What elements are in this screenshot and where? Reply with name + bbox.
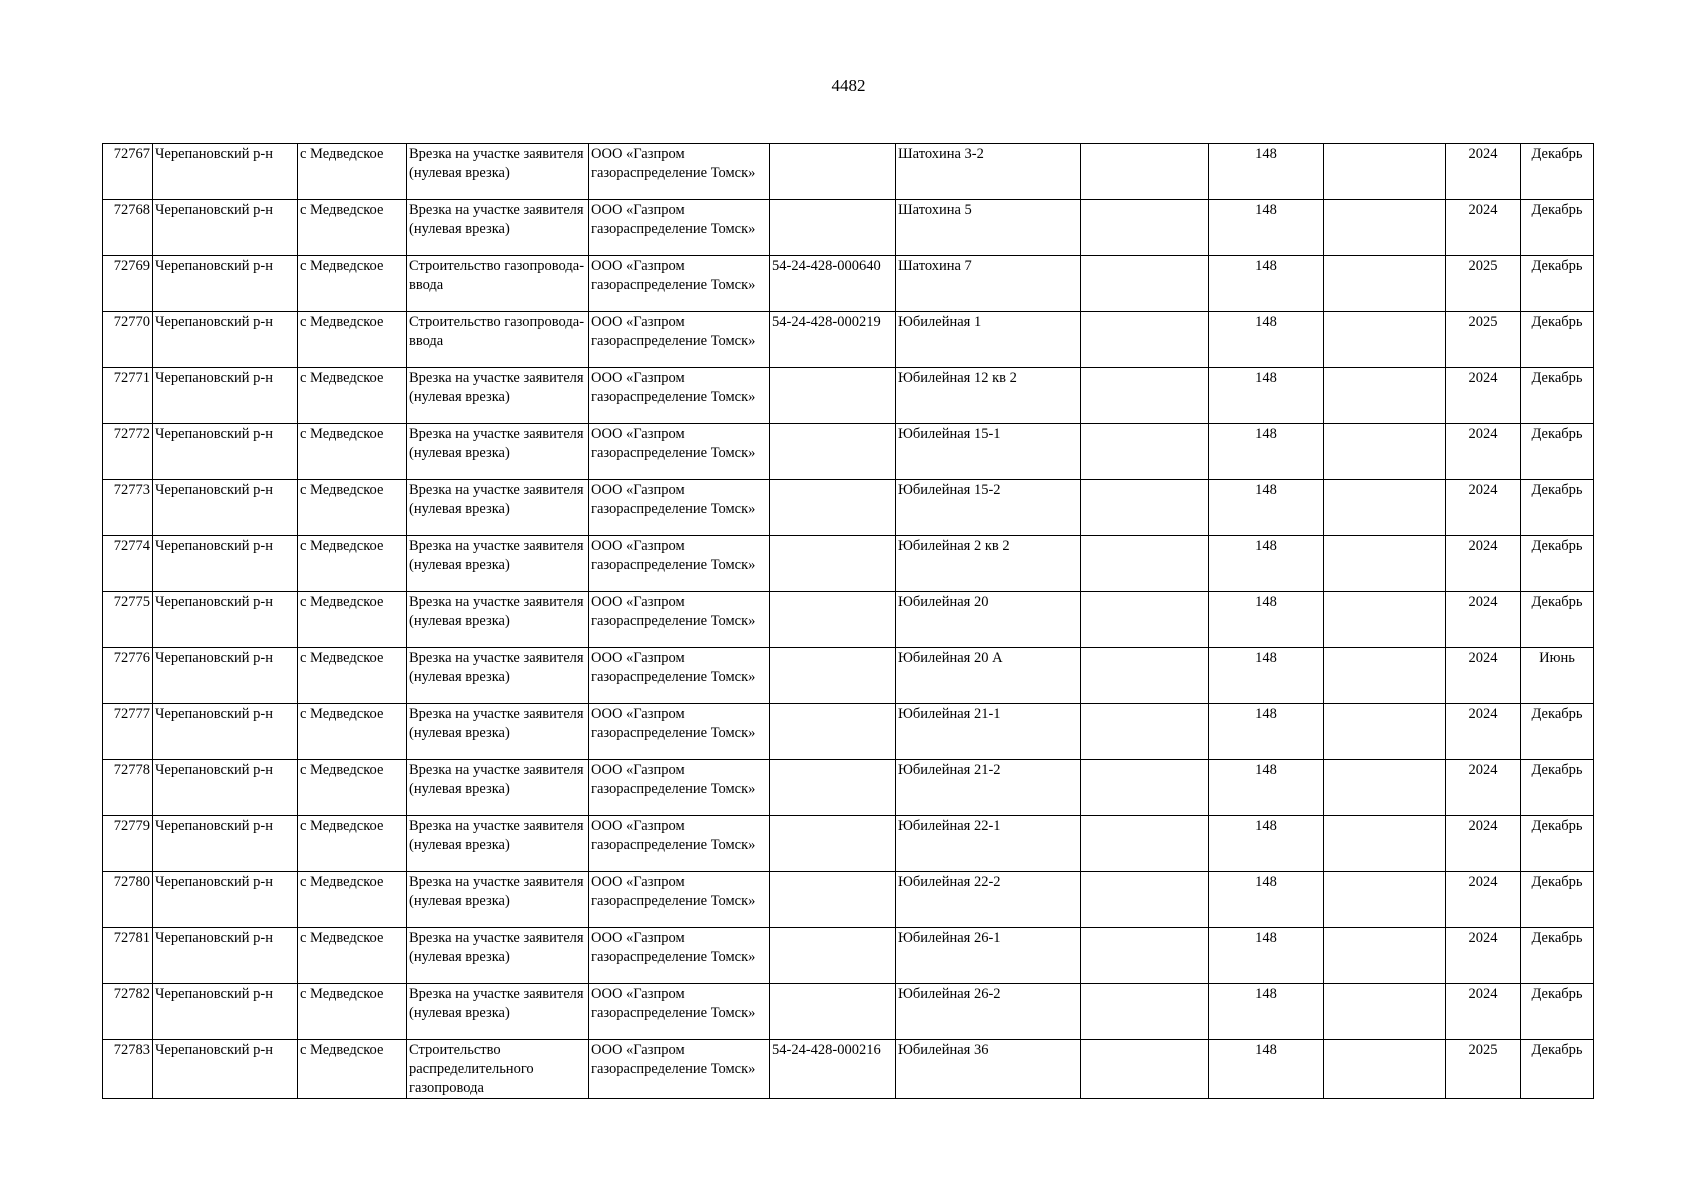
address-cell: Юбилейная 12 кв 2: [896, 368, 1081, 424]
organization-cell: ООО «Газпром газораспределение Томск»: [589, 816, 770, 872]
organization-cell: ООО «Газпром газораспределение Томск»: [589, 928, 770, 984]
work-type-cell: Строительство газопровода-ввода: [407, 256, 589, 312]
district-cell: Черепановский р-н: [153, 704, 298, 760]
table-row: [103, 928, 1594, 984]
empty-cell: [1324, 536, 1446, 592]
district-cell: Черепановский р-н: [153, 256, 298, 312]
page-number: 4482: [831, 76, 866, 95]
district-cell: Черепановский р-н: [153, 872, 298, 928]
table-row: [103, 312, 1594, 368]
work-type-cell: Врезка на участке заявителя (нулевая врезка): [407, 704, 589, 760]
work-type-cell: Строительство газопровода-ввода: [407, 312, 589, 368]
month-cell: Декабрь: [1521, 872, 1594, 928]
table-row: [103, 872, 1594, 928]
work-type-cell: Врезка на участке заявителя (нулевая врезка): [407, 424, 589, 480]
district-cell: Черепановский р-н: [153, 984, 298, 1040]
empty-cell: [1081, 928, 1209, 984]
settlement-cell: с Медведское: [298, 928, 407, 984]
row-id: 72773: [103, 480, 153, 536]
organization-cell: ООО «Газпром газораспределение Томск»: [589, 424, 770, 480]
district-cell: Черепановский р-н: [153, 368, 298, 424]
empty-cell: [1081, 760, 1209, 816]
year-cell: 2024: [1446, 200, 1521, 256]
month-cell: Декабрь: [1521, 704, 1594, 760]
work-type-cell: Врезка на участке заявителя (нулевая врезка): [407, 144, 589, 200]
table-row: [103, 592, 1594, 648]
address-cell: Юбилейная 15-2: [896, 480, 1081, 536]
count-cell: 148: [1209, 536, 1324, 592]
empty-cell: [1081, 1040, 1209, 1099]
count-cell: 148: [1209, 704, 1324, 760]
empty-cell: [1081, 200, 1209, 256]
empty-cell: [1081, 368, 1209, 424]
month-cell: Декабрь: [1521, 424, 1594, 480]
district-cell: Черепановский р-н: [153, 144, 298, 200]
year-cell: 2025: [1446, 1040, 1521, 1099]
row-id: 72772: [103, 424, 153, 480]
empty-cell: [1081, 984, 1209, 1040]
row-id: 72771: [103, 368, 153, 424]
settlement-cell: с Медведское: [298, 648, 407, 704]
count-cell: 148: [1209, 984, 1324, 1040]
empty-cell: [1081, 144, 1209, 200]
empty-cell: [1324, 1040, 1446, 1099]
work-type-cell: Врезка на участке заявителя (нулевая врезка): [407, 816, 589, 872]
work-type-cell: Врезка на участке заявителя (нулевая врезка): [407, 872, 589, 928]
empty-cell: [1324, 816, 1446, 872]
work-type-cell: Врезка на участке заявителя (нулевая врезка): [407, 592, 589, 648]
count-cell: 148: [1209, 760, 1324, 816]
count-cell: 148: [1209, 424, 1324, 480]
address-cell: Юбилейная 26-2: [896, 984, 1081, 1040]
settlement-cell: с Медведское: [298, 872, 407, 928]
empty-cell: [1324, 928, 1446, 984]
district-cell: Черепановский р-н: [153, 592, 298, 648]
address-cell: Шатохина 3-2: [896, 144, 1081, 200]
district-cell: Черепановский р-н: [153, 480, 298, 536]
settlement-cell: с Медведское: [298, 592, 407, 648]
year-cell: 2024: [1446, 704, 1521, 760]
organization-cell: ООО «Газпром газораспределение Томск»: [589, 312, 770, 368]
month-cell: Декабрь: [1521, 760, 1594, 816]
table-row: [103, 536, 1594, 592]
empty-cell: [1081, 424, 1209, 480]
work-type-cell: Врезка на участке заявителя (нулевая врезка): [407, 984, 589, 1040]
organization-cell: ООО «Газпром газораспределение Томск»: [589, 536, 770, 592]
year-cell: 2024: [1446, 648, 1521, 704]
month-cell: Декабрь: [1521, 368, 1594, 424]
row-id: 72780: [103, 872, 153, 928]
district-cell: Черепановский р-н: [153, 536, 298, 592]
month-cell: Декабрь: [1521, 256, 1594, 312]
district-cell: Черепановский р-н: [153, 928, 298, 984]
settlement-cell: с Медведское: [298, 816, 407, 872]
settlement-cell: с Медведское: [298, 704, 407, 760]
table-row: [103, 424, 1594, 480]
table-row: [103, 760, 1594, 816]
empty-cell: [1324, 872, 1446, 928]
empty-cell: [1081, 256, 1209, 312]
row-id: 72767: [103, 144, 153, 200]
year-cell: 2024: [1446, 760, 1521, 816]
empty-cell: [1324, 760, 1446, 816]
cadastral-number-cell: [770, 592, 896, 648]
row-id: 72777: [103, 704, 153, 760]
year-cell: 2024: [1446, 536, 1521, 592]
year-cell: 2024: [1446, 424, 1521, 480]
organization-cell: ООО «Газпром газораспределение Томск»: [589, 480, 770, 536]
count-cell: 148: [1209, 1040, 1324, 1099]
settlement-cell: с Медведское: [298, 424, 407, 480]
year-cell: 2024: [1446, 872, 1521, 928]
address-cell: Юбилейная 22-2: [896, 872, 1081, 928]
month-cell: Декабрь: [1521, 144, 1594, 200]
address-cell: Юбилейная 22-1: [896, 816, 1081, 872]
table-row: [103, 984, 1594, 1040]
table-row: [103, 816, 1594, 872]
district-cell: Черепановский р-н: [153, 200, 298, 256]
empty-cell: [1324, 648, 1446, 704]
table-row: [103, 1040, 1594, 1099]
empty-cell: [1081, 480, 1209, 536]
row-id: 72774: [103, 536, 153, 592]
month-cell: Декабрь: [1521, 928, 1594, 984]
cadastral-number-cell: 54-24-428-000219: [770, 312, 896, 368]
work-type-cell: Врезка на участке заявителя (нулевая врезка): [407, 648, 589, 704]
organization-cell: ООО «Газпром газораспределение Томск»: [589, 592, 770, 648]
organization-cell: ООО «Газпром газораспределение Томск»: [589, 1040, 770, 1099]
empty-cell: [1324, 592, 1446, 648]
empty-cell: [1324, 704, 1446, 760]
work-type-cell: Строительство распределительного газопровода: [407, 1040, 589, 1099]
row-id: 72768: [103, 200, 153, 256]
address-cell: Юбилейная 20 А: [896, 648, 1081, 704]
address-cell: Юбилейная 15-1: [896, 424, 1081, 480]
cadastral-number-cell: 54-24-428-000216: [770, 1040, 896, 1099]
organization-cell: ООО «Газпром газораспределение Томск»: [589, 368, 770, 424]
empty-cell: [1324, 256, 1446, 312]
row-id: 72781: [103, 928, 153, 984]
address-cell: Юбилейная 26-1: [896, 928, 1081, 984]
work-type-cell: Врезка на участке заявителя (нулевая врезка): [407, 760, 589, 816]
year-cell: 2024: [1446, 816, 1521, 872]
organization-cell: ООО «Газпром газораспределение Томск»: [589, 144, 770, 200]
count-cell: 148: [1209, 256, 1324, 312]
count-cell: 148: [1209, 872, 1324, 928]
month-cell: Декабрь: [1521, 312, 1594, 368]
year-cell: 2024: [1446, 984, 1521, 1040]
count-cell: 148: [1209, 480, 1324, 536]
empty-cell: [1324, 312, 1446, 368]
month-cell: Июнь: [1521, 648, 1594, 704]
table-row: [103, 368, 1594, 424]
district-cell: Черепановский р-н: [153, 816, 298, 872]
address-cell: Юбилейная 1: [896, 312, 1081, 368]
district-cell: Черепановский р-н: [153, 424, 298, 480]
work-type-cell: Врезка на участке заявителя (нулевая врезка): [407, 480, 589, 536]
empty-cell: [1081, 312, 1209, 368]
table-row: [103, 256, 1594, 312]
cadastral-number-cell: [770, 368, 896, 424]
row-id: 72779: [103, 816, 153, 872]
work-type-cell: Врезка на участке заявителя (нулевая врезка): [407, 928, 589, 984]
row-id: 72783: [103, 1040, 153, 1099]
cadastral-number-cell: [770, 872, 896, 928]
month-cell: Декабрь: [1521, 200, 1594, 256]
cadastral-number-cell: [770, 928, 896, 984]
month-cell: Декабрь: [1521, 480, 1594, 536]
settlement-cell: с Медведское: [298, 200, 407, 256]
count-cell: 148: [1209, 648, 1324, 704]
organization-cell: ООО «Газпром газораспределение Томск»: [589, 760, 770, 816]
empty-cell: [1324, 424, 1446, 480]
work-type-cell: Врезка на участке заявителя (нулевая врезка): [407, 368, 589, 424]
settlement-cell: с Медведское: [298, 256, 407, 312]
year-cell: 2024: [1446, 928, 1521, 984]
cadastral-number-cell: 54-24-428-000640: [770, 256, 896, 312]
count-cell: 148: [1209, 144, 1324, 200]
district-cell: Черепановский р-н: [153, 760, 298, 816]
empty-cell: [1081, 592, 1209, 648]
row-id: 72775: [103, 592, 153, 648]
address-cell: Юбилейная 21-2: [896, 760, 1081, 816]
empty-cell: [1324, 480, 1446, 536]
work-type-cell: Врезка на участке заявителя (нулевая врезка): [407, 536, 589, 592]
month-cell: Декабрь: [1521, 592, 1594, 648]
settlement-cell: с Медведское: [298, 312, 407, 368]
year-cell: 2025: [1446, 312, 1521, 368]
count-cell: 148: [1209, 312, 1324, 368]
empty-cell: [1324, 368, 1446, 424]
month-cell: Декабрь: [1521, 984, 1594, 1040]
month-cell: Декабрь: [1521, 816, 1594, 872]
address-cell: Юбилейная 21-1: [896, 704, 1081, 760]
work-type-cell: Врезка на участке заявителя (нулевая врезка): [407, 200, 589, 256]
cadastral-number-cell: [770, 200, 896, 256]
row-id: 72770: [103, 312, 153, 368]
cadastral-number-cell: [770, 144, 896, 200]
settlement-cell: с Медведское: [298, 1040, 407, 1099]
cadastral-number-cell: [770, 984, 896, 1040]
year-cell: 2025: [1446, 256, 1521, 312]
table-row: [103, 480, 1594, 536]
address-cell: Шатохина 5: [896, 200, 1081, 256]
cadastral-number-cell: [770, 704, 896, 760]
count-cell: 148: [1209, 928, 1324, 984]
count-cell: 148: [1209, 592, 1324, 648]
count-cell: 148: [1209, 200, 1324, 256]
table-body: [103, 144, 1594, 1099]
settlement-cell: с Медведское: [298, 760, 407, 816]
address-cell: Юбилейная 20: [896, 592, 1081, 648]
cadastral-number-cell: [770, 480, 896, 536]
cadastral-number-cell: [770, 424, 896, 480]
cadastral-number-cell: [770, 536, 896, 592]
organization-cell: ООО «Газпром газораспределение Томск»: [589, 200, 770, 256]
row-id: 72769: [103, 256, 153, 312]
settlement-cell: с Медведское: [298, 480, 407, 536]
settlement-cell: с Медведское: [298, 984, 407, 1040]
organization-cell: ООО «Газпром газораспределение Томск»: [589, 256, 770, 312]
empty-cell: [1081, 648, 1209, 704]
empty-cell: [1324, 144, 1446, 200]
address-cell: Юбилейная 2 кв 2: [896, 536, 1081, 592]
organization-cell: ООО «Газпром газораспределение Томск»: [589, 648, 770, 704]
year-cell: 2024: [1446, 144, 1521, 200]
settlement-cell: с Медведское: [298, 368, 407, 424]
year-cell: 2024: [1446, 592, 1521, 648]
organization-cell: ООО «Газпром газораспределение Томск»: [589, 704, 770, 760]
year-cell: 2024: [1446, 368, 1521, 424]
month-cell: Декабрь: [1521, 1040, 1594, 1099]
cadastral-number-cell: [770, 648, 896, 704]
district-cell: Черепановский р-н: [153, 1040, 298, 1099]
settlement-cell: с Медведское: [298, 536, 407, 592]
row-id: 72782: [103, 984, 153, 1040]
empty-cell: [1081, 704, 1209, 760]
cadastral-number-cell: [770, 816, 896, 872]
empty-cell: [1324, 984, 1446, 1040]
table-row: [103, 200, 1594, 256]
organization-cell: ООО «Газпром газораспределение Томск»: [589, 872, 770, 928]
address-cell: Юбилейная 36: [896, 1040, 1081, 1099]
address-cell: Шатохина 7: [896, 256, 1081, 312]
table-row: [103, 144, 1594, 200]
table-row: [103, 648, 1594, 704]
organization-cell: ООО «Газпром газораспределение Томск»: [589, 984, 770, 1040]
row-id: 72778: [103, 760, 153, 816]
year-cell: 2024: [1446, 480, 1521, 536]
row-id: 72776: [103, 648, 153, 704]
empty-cell: [1081, 816, 1209, 872]
settlement-cell: с Медведское: [298, 144, 407, 200]
empty-cell: [1081, 536, 1209, 592]
empty-cell: [1324, 200, 1446, 256]
district-cell: Черепановский р-н: [153, 648, 298, 704]
month-cell: Декабрь: [1521, 536, 1594, 592]
data-table: [102, 143, 1594, 1099]
cadastral-number-cell: [770, 760, 896, 816]
empty-cell: [1081, 872, 1209, 928]
count-cell: 148: [1209, 368, 1324, 424]
table-row: [103, 704, 1594, 760]
count-cell: 148: [1209, 816, 1324, 872]
district-cell: Черепановский р-н: [153, 312, 298, 368]
